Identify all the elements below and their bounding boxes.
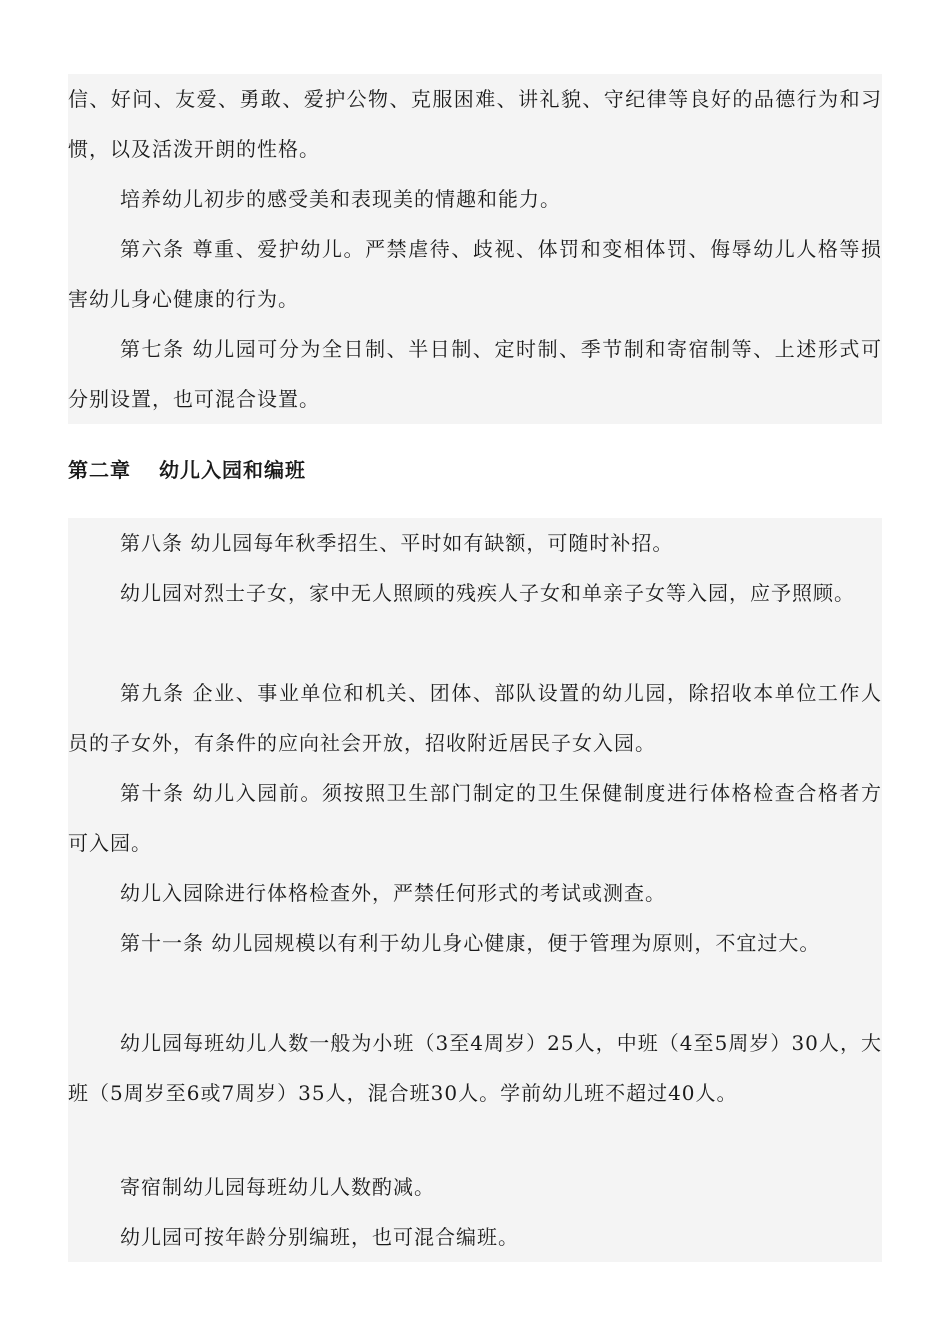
- paragraph-no-exams: 幼儿入园除进行体格检查外，严禁任何形式的考试或测查。: [68, 868, 882, 918]
- paragraph-article-10: 第十条 幼儿入园前。须按照卫生部门制定的卫生保健制度进行体格检查合格者方可入园。: [68, 768, 882, 868]
- paragraph-article-9: 第九条 企业、事业单位和机关、团体、部队设置的幼儿园，除招收本单位工作人员的子女外，有条件的应向社会开放，招收附近居民子女入园。: [68, 668, 882, 768]
- paragraph-aesthetic-education: 培养幼儿初步的感受美和表现美的情趣和能力。: [68, 174, 882, 224]
- paragraph-class-sizes: 幼儿园每班幼儿人数一般为小班（3至4周岁）25人，中班（4至5周岁）30人，大班（5周岁至6或7周岁）35人，混合班30人。学前幼儿班不超过40人。: [68, 1018, 882, 1162]
- chapter-title: 幼儿入园和编班: [159, 458, 306, 482]
- paragraph-article-7: 第七条 幼儿园可分为全日制、半日制、定时制、季节制和寄宿制等、上述形式可分别设置，也可混合设置。: [68, 324, 882, 424]
- chapter-number: 第二章: [68, 458, 131, 482]
- paragraph-article-11: 第十一条 幼儿园规模以有利于幼儿身心健康，便于管理为原则，不宜过大。: [68, 918, 882, 1018]
- paragraph-boarding-class-size: 寄宿制幼儿园每班幼儿人数酌减。: [68, 1162, 882, 1212]
- paragraph-class-grouping: 幼儿园可按年龄分别编班，也可混合编班。: [68, 1212, 882, 1262]
- paragraph-character-traits: 信、好问、友爱、勇敢、爱护公物、克服困难、讲礼貌、守纪律等良好的品德行为和习惯，以及活泼开朗的性格。: [68, 74, 882, 174]
- chapter-heading: [68, 450, 882, 490]
- paragraph-priority-admission: 幼儿园对烈士子女，家中无人照顾的残疾人子女和单亲子女等入园，应予照顾。: [68, 568, 882, 668]
- paragraph-article-8: 第八条 幼儿园每年秋季招生、平时如有缺额，可随时补招。: [68, 518, 882, 568]
- paragraph-article-6: 第六条 尊重、爱护幼儿。严禁虐待、歧视、体罚和变相体罚、侮辱幼儿人格等损害幼儿身心健康的行为。: [68, 224, 882, 324]
